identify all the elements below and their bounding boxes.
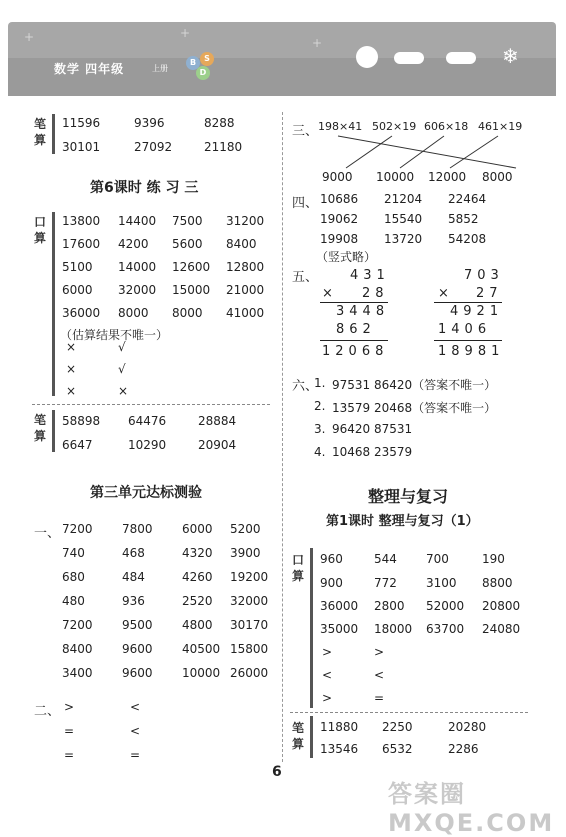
answer-cell: 8000	[118, 306, 149, 320]
answer-cell: 6647	[62, 438, 93, 452]
label-bar	[52, 212, 55, 396]
review-subtitle: 第1课时 整理与复习（1）	[326, 514, 479, 529]
column-divider	[282, 112, 283, 762]
answer-cell: 20280	[448, 720, 487, 734]
answer-cell: 31200	[226, 214, 265, 228]
product: 12068	[322, 344, 389, 359]
answer-cell: 21204	[384, 192, 423, 206]
answer-cell: 32000	[230, 594, 269, 608]
compare-mark: =	[64, 724, 75, 738]
answer-cell: 19908	[320, 232, 359, 246]
answer-cell: 30101	[62, 140, 101, 154]
answer-cell: 9600	[122, 642, 153, 656]
mark: √	[118, 362, 126, 376]
answer-cell: 700	[426, 552, 449, 566]
answer-cell: 52000	[426, 599, 465, 613]
label-bar	[310, 716, 313, 758]
compare-mark: >	[374, 645, 385, 659]
vertical-note: （竖式略）	[316, 250, 377, 264]
unit3-title: 第三单元达标测验	[90, 485, 202, 501]
answer-cell: 12800	[226, 260, 265, 274]
answer-cell: 960	[320, 552, 343, 566]
item-number: 3.	[314, 422, 326, 436]
answer-cell: 4320	[182, 546, 213, 560]
answer-cell: 936	[122, 594, 145, 608]
answer-cell: 4260	[182, 570, 213, 584]
answer-cell: 28884	[198, 414, 237, 428]
label-bar	[52, 410, 55, 452]
compare-mark: =	[374, 691, 385, 705]
section-divider	[290, 712, 528, 713]
answer-cell: 30170	[230, 618, 269, 632]
answer-cell: 484	[122, 570, 145, 584]
answer-cell: 8000	[172, 306, 203, 320]
label-bar	[52, 114, 55, 154]
answer-cell: 54208	[448, 232, 487, 246]
item-answer: 13579 20468（答案不唯一）	[332, 401, 497, 415]
operand: 28	[362, 286, 389, 301]
answer-cell: 5852	[448, 212, 479, 226]
answer-cell: 35000	[320, 622, 359, 636]
operand: 27	[476, 286, 503, 301]
answer-cell: 40500	[182, 642, 221, 656]
answer-cell: 19200	[230, 570, 269, 584]
watermark: 答案圈 MXQE.COM	[388, 780, 555, 837]
answer-cell: 58898	[62, 414, 101, 428]
answer-cell: 6000	[62, 283, 93, 297]
review-title: 整理与复习	[368, 487, 449, 506]
answer-cell: 9396	[134, 116, 165, 130]
answer-cell: 8400	[226, 237, 257, 251]
answer-cell: 544	[374, 552, 397, 566]
plus-decoration: +	[312, 36, 323, 50]
answer-cell: 2800	[374, 599, 405, 613]
compare-mark: <	[322, 668, 333, 682]
calc-line	[320, 302, 388, 303]
calc-line	[434, 340, 502, 341]
answer-cell: 6532	[382, 742, 413, 756]
answer-cell: 5200	[230, 522, 261, 536]
operand: 703	[464, 268, 504, 283]
answer-cell: 24080	[482, 622, 521, 636]
expression: 502×19	[372, 120, 417, 133]
logo-b: B	[186, 56, 200, 70]
cloud-icon	[394, 52, 424, 64]
expression: 198×41	[318, 120, 363, 133]
result-value: 12000	[428, 170, 467, 184]
answer-cell: 5100	[62, 260, 93, 274]
partial-product: 4921	[450, 304, 504, 319]
compare-mark: =	[64, 748, 75, 762]
result-value: 9000	[322, 170, 353, 184]
expression: 461×19	[478, 120, 523, 133]
answer-cell: 7200	[62, 618, 93, 632]
plus-decoration: +	[24, 30, 35, 44]
answer-cell: 8400	[62, 642, 93, 656]
item-answer: 10468 23579	[332, 445, 413, 459]
item-answer: 96420 87531	[332, 422, 413, 436]
answer-cell: 468	[122, 546, 145, 560]
answer-cell: 9600	[122, 666, 153, 680]
answer-cell: 13800	[62, 214, 101, 228]
compare-mark: >	[64, 700, 75, 714]
answer-cell: 2286	[448, 742, 479, 756]
section-number: 五、	[292, 270, 319, 285]
answer-cell: 15000	[172, 283, 211, 297]
answer-cell: 21180	[204, 140, 243, 154]
answer-cell: 772	[374, 576, 397, 590]
mark: ×	[66, 362, 77, 376]
partial-product: 3448	[336, 304, 390, 319]
sun-icon	[356, 46, 378, 68]
answer-cell: 12600	[172, 260, 211, 274]
operator: ×	[438, 286, 454, 301]
mark: ×	[66, 340, 77, 354]
answer-cell: 10290	[128, 438, 167, 452]
answer-cell: 41000	[226, 306, 265, 320]
kousuan-label: 口算	[292, 553, 305, 583]
partial-product: 862	[336, 322, 376, 337]
answer-cell: 11596	[62, 116, 101, 130]
answer-cell: 480	[62, 594, 85, 608]
answer-cell: 13720	[384, 232, 423, 246]
answer-cell: 5600	[172, 237, 203, 251]
result-value: 10000	[376, 170, 415, 184]
result-value: 8000	[482, 170, 513, 184]
item-number: 1.	[314, 376, 326, 390]
answer-cell: 680	[62, 570, 85, 584]
answer-cell: 36000	[320, 599, 359, 613]
section-number: 四、	[292, 196, 319, 211]
answer-cell: 15800	[230, 642, 269, 656]
answer-cell: 9500	[122, 618, 153, 632]
answer-cell: 6000	[182, 522, 213, 536]
answer-cell: 3400	[62, 666, 93, 680]
item-answer: 97531 86420（答案不唯一）	[332, 378, 497, 392]
header-title: 数学 四年级	[54, 62, 125, 76]
compare-mark: <	[374, 668, 385, 682]
item-number: 2.	[314, 399, 326, 413]
answer-cell: 14000	[118, 260, 157, 274]
section-number: 六、	[292, 379, 319, 394]
answer-cell: 8800	[482, 576, 513, 590]
answer-cell: 7800	[122, 522, 153, 536]
compare-mark: =	[130, 748, 141, 762]
lesson6-title: 第6课时 练 习 三	[90, 180, 199, 196]
answer-cell: 18000	[374, 622, 413, 636]
answer-cell: 19062	[320, 212, 359, 226]
calc-line	[320, 340, 388, 341]
section-divider	[32, 404, 270, 405]
bisuan-label: 笔算	[34, 117, 47, 147]
answer-cell: 20800	[482, 599, 521, 613]
answer-cell: 64476	[128, 414, 167, 428]
partial-product: 1406	[438, 322, 492, 337]
section-number: 一、	[34, 526, 61, 541]
answer-cell: 2250	[382, 720, 413, 734]
answer-cell: 3100	[426, 576, 457, 590]
compare-mark: >	[322, 691, 333, 705]
bisuan-label: 笔算	[292, 721, 305, 751]
answer-cell: 21000	[226, 283, 265, 297]
logo-d: D	[196, 66, 210, 80]
calc-line	[434, 302, 502, 303]
answer-cell: 190	[482, 552, 505, 566]
answer-cell: 20904	[198, 438, 237, 452]
answer-cell: 36000	[62, 306, 101, 320]
operand: 431	[350, 268, 390, 283]
product: 18981	[438, 344, 505, 359]
compare-mark: <	[130, 724, 141, 738]
section-number: 三、	[292, 124, 319, 139]
answer-cell: 17600	[62, 237, 101, 251]
label-bar	[310, 548, 313, 708]
operator: ×	[322, 286, 338, 301]
page-number: 6	[272, 764, 282, 780]
answer-cell: 7500	[172, 214, 203, 228]
compare-mark: >	[322, 645, 333, 659]
answer-cell: 27092	[134, 140, 173, 154]
compare-mark: <	[130, 700, 141, 714]
answer-cell: 3900	[230, 546, 261, 560]
answer-cell: 26000	[230, 666, 269, 680]
mark: ×	[66, 384, 77, 398]
section-number: 二、	[34, 704, 61, 719]
answer-cell: 15540	[384, 212, 423, 226]
bisuan-label: 笔算	[34, 413, 47, 443]
answer-cell: 11880	[320, 720, 359, 734]
answer-cell: 32000	[118, 283, 157, 297]
answer-cell: 13546	[320, 742, 359, 756]
header-volume: 上册	[152, 64, 168, 73]
answer-cell: 10000	[182, 666, 221, 680]
estimate-note: （估算结果不唯一）	[60, 328, 169, 342]
answer-cell: 4800	[182, 618, 213, 632]
answer-cell: 740	[62, 546, 85, 560]
answer-cell: 7200	[62, 522, 93, 536]
logo-s: S	[200, 52, 214, 66]
answer-cell: 4200	[118, 237, 149, 251]
answer-cell: 8288	[204, 116, 235, 130]
kousuan-label: 口算	[34, 215, 47, 245]
answer-cell: 14400	[118, 214, 157, 228]
plus-decoration: +	[180, 26, 191, 40]
answer-cell: 22464	[448, 192, 487, 206]
snowflake-icon: ❄	[502, 44, 519, 68]
item-number: 4.	[314, 445, 326, 459]
mark: √	[118, 340, 126, 354]
mark: ×	[118, 384, 129, 398]
answer-cell: 63700	[426, 622, 465, 636]
matching-lines	[316, 134, 536, 170]
cloud-rain-icon	[446, 52, 476, 64]
expression: 606×18	[424, 120, 469, 133]
answer-cell: 2520	[182, 594, 213, 608]
answer-cell: 10686	[320, 192, 359, 206]
answer-cell: 900	[320, 576, 343, 590]
